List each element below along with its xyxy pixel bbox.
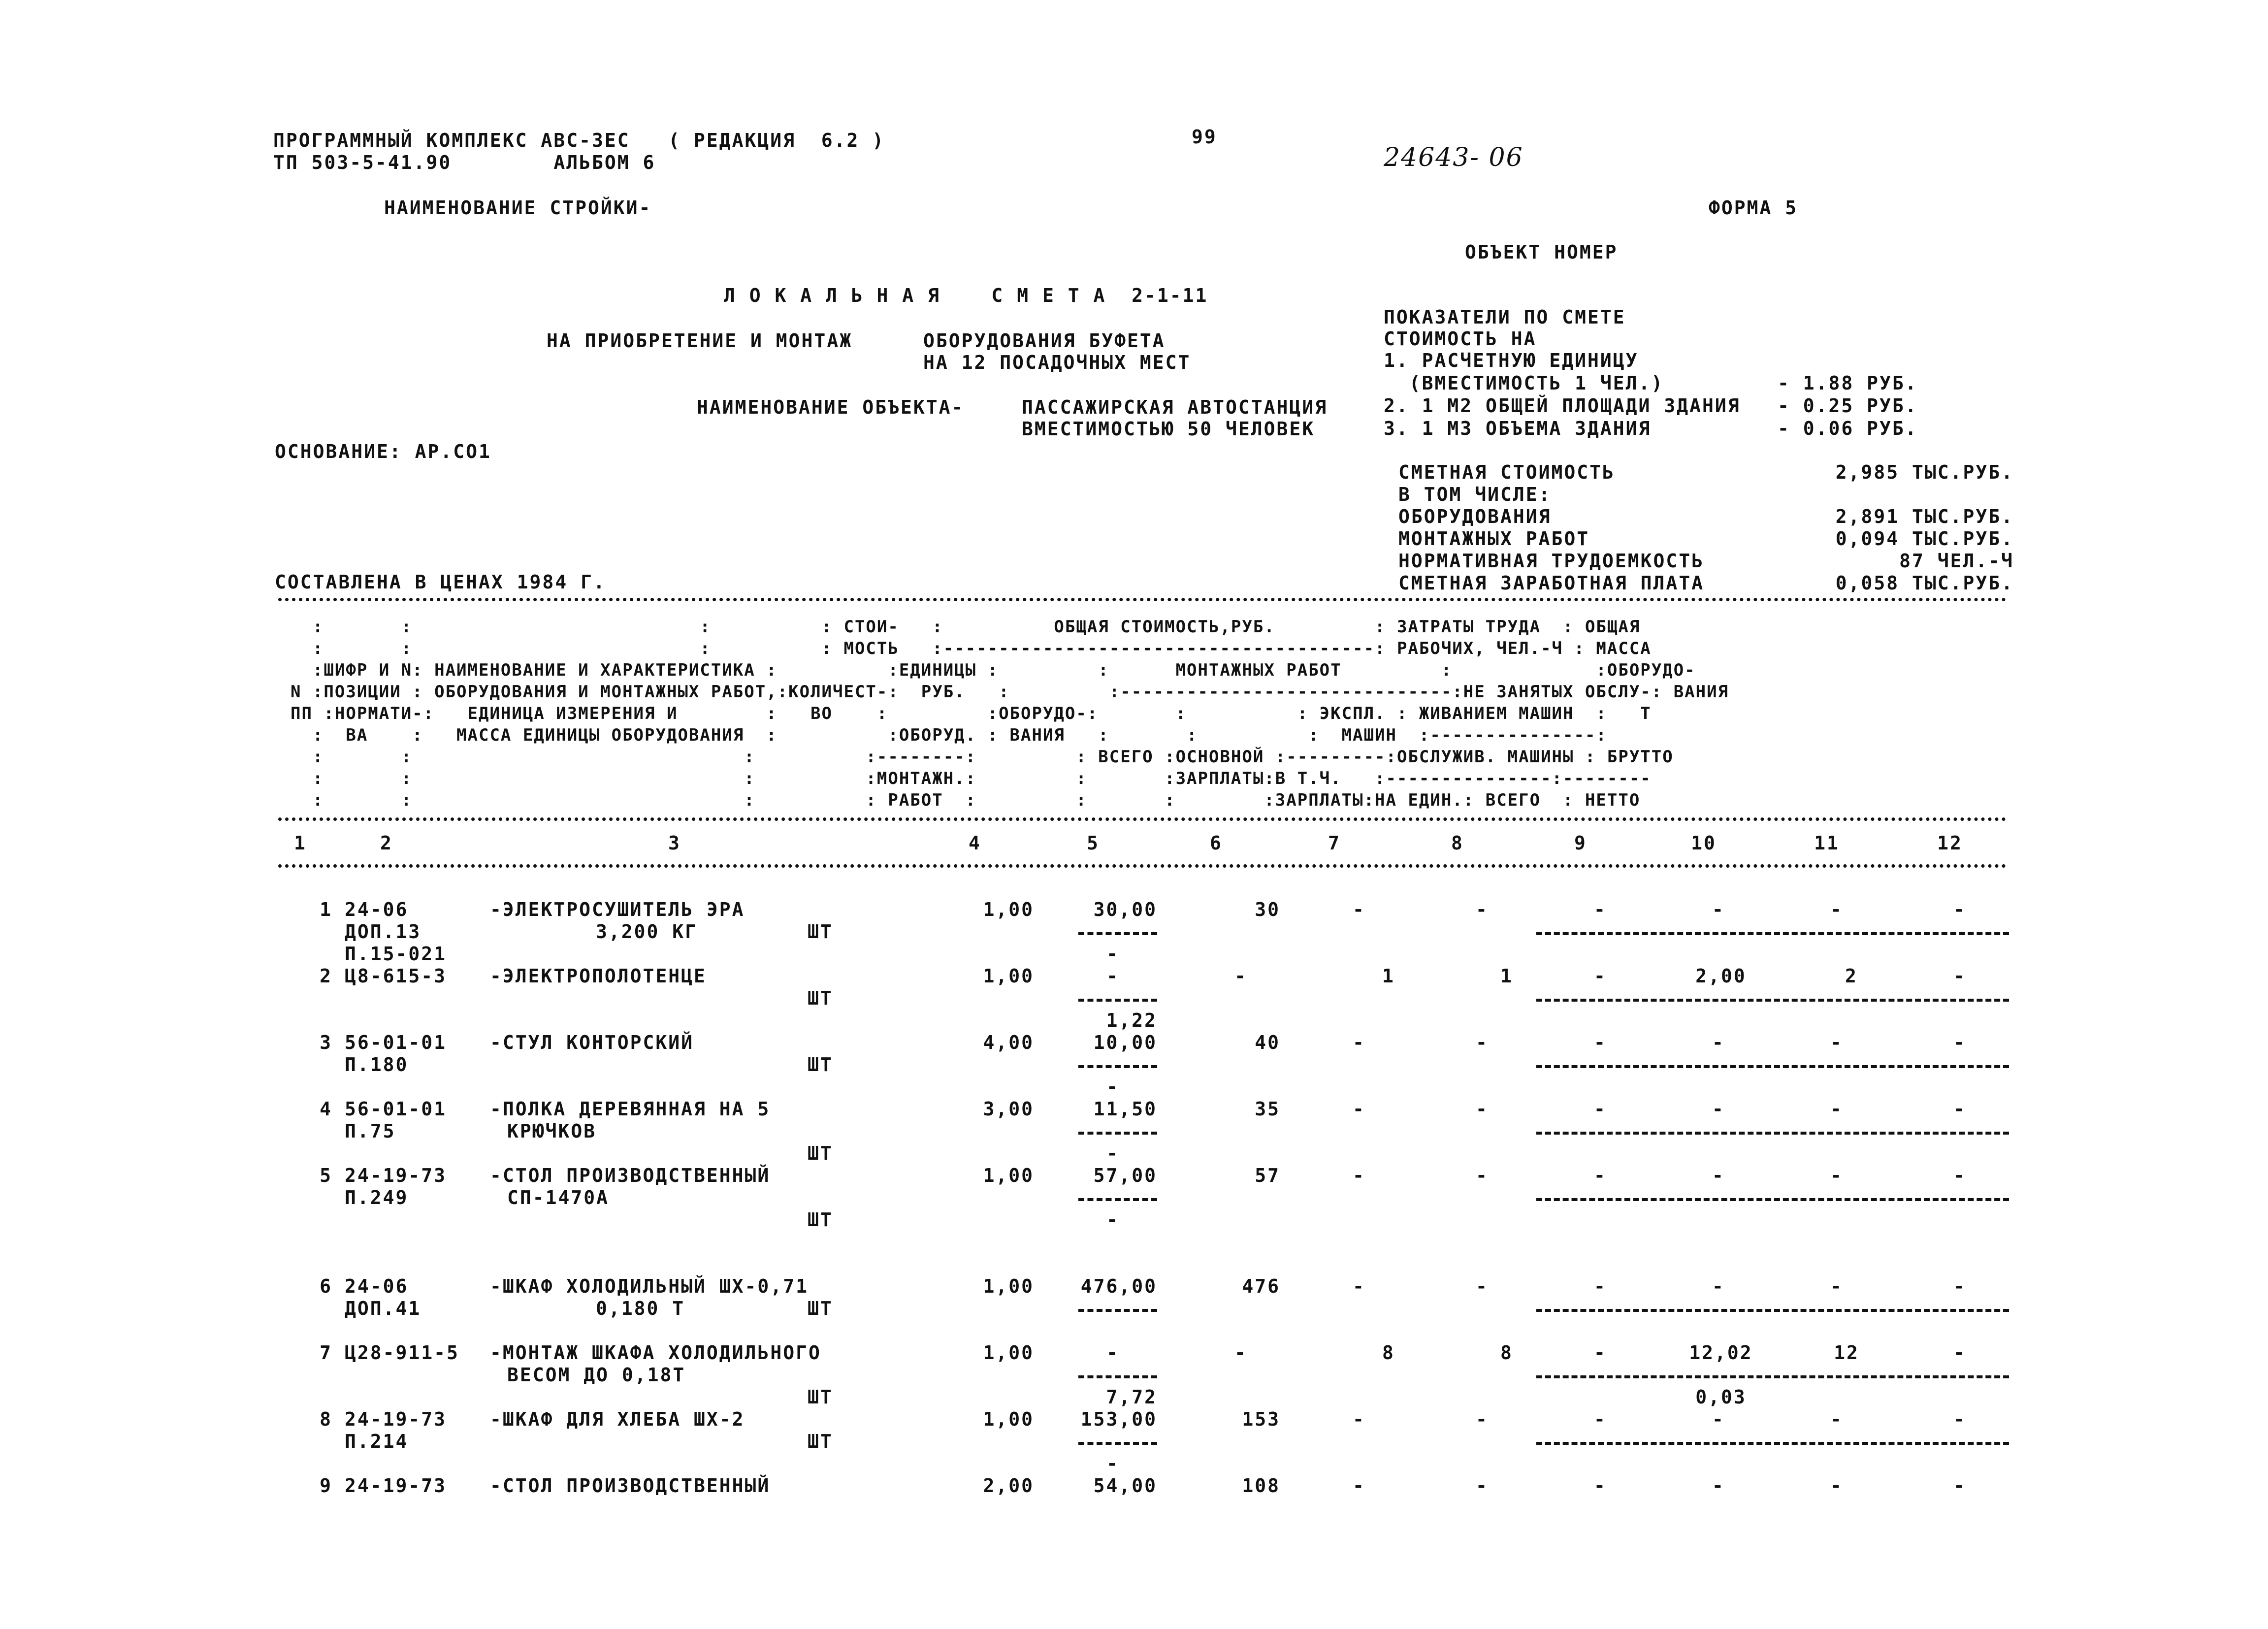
table-rule-mid (278, 817, 2007, 821)
column-number: 8 (1451, 832, 1464, 854)
row-number: 2 (320, 965, 332, 987)
row-code: 24-19-73 (345, 1408, 447, 1430)
row-install-total: 1 (1382, 965, 1395, 987)
purpose-line-2: НА 12 ПОСАДОЧНЫХ МЕСТ (923, 352, 1191, 373)
row-mass: - (1953, 965, 1966, 987)
row-unit-price: 153,00 (1080, 1408, 1157, 1430)
row-equipment-cost: - (1234, 1342, 1247, 1364)
row-name: -СТОЛ ПРОИЗВОДСТВЕННЫЙ (490, 1475, 771, 1497)
row-machine-cost: - (1594, 965, 1607, 987)
column-number: 3 (668, 832, 681, 854)
row-equipment-cost: 40 (1255, 1032, 1280, 1053)
summary-label: СМЕТНАЯ СТОИМОСТЬ (1398, 461, 1615, 483)
row-machine-cost: - (1594, 1408, 1607, 1430)
row-unit: ШТ (808, 1054, 833, 1075)
column-number: 6 (1210, 832, 1223, 854)
row-base-salary: - (1476, 1275, 1489, 1297)
row-quantity: 1,00 (983, 1275, 1034, 1297)
row-unit-price: 54,00 (1093, 1475, 1157, 1497)
row-name: ВЕСОМ ДО 0,18Т (507, 1364, 686, 1386)
object-label: НАИМЕНОВАНИЕ ОБЪЕКТА- (697, 396, 965, 418)
table-header-line: : ВА : МАССА ЕДИНИЦЫ ОБОРУДОВАНИЯ : :ОБОРУД. : ВАНИЯ : : : МАШИН :---------------: (291, 725, 1607, 745)
row-base-salary: - (1476, 1032, 1489, 1053)
row-unit: ШТ (808, 987, 833, 1009)
row-labor-unit: 12,02 (1689, 1342, 1753, 1364)
row-name: -ПОЛКА ДЕРЕВЯННАЯ НА 5 (490, 1098, 771, 1120)
row-install-total: 8 (1382, 1342, 1395, 1364)
row-install-total: - (1353, 1032, 1365, 1053)
row-labor-unit: 2,00 (1695, 965, 1747, 987)
object-line-2: ВМЕСТИМОСТЬЮ 50 ЧЕЛОВЕК (1022, 418, 1315, 440)
column-number: 11 (1814, 832, 1840, 854)
table-header-line: : : : :--------: : ВСЕГО :ОСНОВНОЙ :---------:ОБСЛУЖИВ. МАШИНЫ : БРУТТО (291, 747, 1674, 767)
form-label: ФОРМА 5 (1709, 197, 1798, 219)
summary-value: 2,985 ТЫС.РУБ. (1835, 461, 2014, 483)
row-base-salary: - (1476, 1098, 1489, 1120)
row-machine-cost: - (1594, 1475, 1607, 1497)
row-mass: - (1953, 1275, 1966, 1297)
row-unit: ШТ (808, 1431, 833, 1452)
row-code: Ц8-615-3 (345, 965, 447, 987)
row-code: 56-01-01 (345, 1098, 447, 1120)
row-number: 5 (320, 1165, 332, 1186)
row-mass: - (1953, 1165, 1966, 1186)
summary-label: МОНТАЖНЫХ РАБОТ (1398, 528, 1590, 550)
table-rule-top (278, 598, 2007, 601)
row-mass: - (1953, 1475, 1966, 1497)
row-install-total: - (1353, 1408, 1365, 1430)
row-labor-total: - (1830, 899, 1843, 920)
row-mass: - (1953, 1408, 1966, 1430)
building-name-label: НАИМЕНОВАНИЕ СТРОЙКИ- (384, 197, 652, 219)
row-labor-unit: - (1712, 1098, 1725, 1120)
row-machine-cost: - (1594, 1275, 1607, 1297)
row-base-salary: 1 (1500, 965, 1513, 987)
row-unit: ШТ (808, 921, 833, 943)
row-unit: ШТ (808, 1209, 833, 1231)
row-labor-total: - (1830, 1098, 1843, 1120)
row-base-salary: - (1476, 1475, 1489, 1497)
row-unit-price: - (1106, 1142, 1119, 1164)
row-machine-cost: - (1594, 899, 1607, 920)
basis-label: ОСНОВАНИЕ: АР.СО1 (275, 441, 491, 462)
row-name: -ШКАФ ХОЛОДИЛЬНЫЙ ШХ-0,71 (490, 1275, 809, 1297)
indicator-value: - 1.88 РУБ. (1778, 372, 1918, 394)
summary-label: ОБОРУДОВАНИЯ (1398, 506, 1552, 527)
row-unit-price: 10,00 (1093, 1032, 1157, 1053)
indicator-value: - 0.25 РУБ. (1778, 395, 1918, 417)
table-header-line: : : : : МОСТЬ :---------------------------------------: РАБОЧИХ, ЧЕЛ.-Ч : МАССА (291, 639, 1652, 658)
table-header-line: : : : : СТОИ- : ОБЩАЯ СТОИМОСТЬ,РУБ. : ЗАТРАТЫ ТРУДА : ОБЩАЯ (291, 617, 1641, 637)
row-unit-price: - (1106, 1076, 1119, 1098)
row-quantity: 4,00 (983, 1032, 1034, 1053)
table-header-line: : : : :МОНТАЖН.: : :ЗАРПЛАТЫ:В Т.Ч. :---------------:-------- (291, 769, 1652, 788)
row-code: Ц28-911-5 (345, 1342, 459, 1364)
summary-value: 0,094 ТЫС.РУБ. (1835, 528, 2014, 550)
row-name: -ЭЛЕКТРОСУШИТЕЛЬ ЭРА (490, 899, 745, 920)
project-header: ТП 503-5-41.90 АЛЬБОМ 6 (273, 152, 656, 173)
object-line-1: ПАССАЖИРСКАЯ АВТОСТАНЦИЯ (1022, 396, 1328, 418)
row-install-total: - (1353, 899, 1365, 920)
row-code: П.249 (345, 1187, 409, 1208)
row-quantity: 1,00 (983, 899, 1034, 920)
indicator-label: 3. 1 М3 ОБЪЕМА ЗДАНИЯ (1384, 418, 1652, 439)
indicators-cost-on: СТОИМОСТЬ НА (1384, 328, 1537, 350)
row-unit-price: 7,72 (1106, 1386, 1157, 1408)
row-number: 6 (320, 1275, 332, 1297)
row-install-total: - (1353, 1275, 1365, 1297)
row-number: 4 (320, 1098, 332, 1120)
row-unit-price: - (1106, 965, 1119, 987)
object-number-label: ОБЪЕКТ НОМЕР (1465, 241, 1618, 263)
row-code: П.15-021 (345, 943, 447, 965)
summary-label: НОРМАТИВНАЯ ТРУДОЕМКОСТЬ (1398, 550, 1705, 572)
row-quantity: 1,00 (983, 1165, 1034, 1186)
row-name: 3,200 КГ (596, 921, 698, 943)
program-header: ПРОГРАММНЫЙ КОМПЛЕКС АВС-3ЕС ( РЕДАКЦИЯ 6.2 ) (273, 130, 885, 151)
column-number: 9 (1574, 832, 1587, 854)
row-name: -МОНТАЖ ШКАФА ХОЛОДИЛЬНОГО (490, 1342, 821, 1364)
row-equipment-cost: 476 (1242, 1275, 1280, 1297)
row-code: П.75 (345, 1120, 396, 1142)
row-mass: - (1953, 1032, 1966, 1053)
row-labor-unit: - (1712, 1408, 1725, 1430)
row-code: П.180 (345, 1054, 409, 1075)
row-unit-price: 57,00 (1093, 1165, 1157, 1186)
row-unit-price: 1,22 (1106, 1010, 1157, 1031)
row-machine-cost: - (1594, 1165, 1607, 1186)
column-number: 1 (294, 832, 307, 854)
row-code: П.214 (345, 1431, 409, 1452)
column-number: 10 (1691, 832, 1717, 854)
row-machine-cost: - (1594, 1342, 1607, 1364)
row-unit-price: - (1106, 1453, 1119, 1474)
purpose-line-1: ОБОРУДОВАНИЯ БУФЕТА (923, 330, 1166, 352)
page-number: 99 (1192, 126, 1217, 148)
column-number: 12 (1937, 832, 1963, 854)
row-code: 24-06 (345, 899, 409, 920)
row-name: -ШКАФ ДЛЯ ХЛЕБА ШХ-2 (490, 1408, 745, 1430)
row-unit-price: 476,00 (1080, 1275, 1157, 1297)
row-labor-total: 2 (1845, 965, 1858, 987)
summary-value: 87 ЧЕЛ.-Ч (1899, 550, 2014, 572)
row-code: 24-19-73 (345, 1475, 447, 1497)
row-number: 3 (320, 1032, 332, 1053)
row-labor-total: - (1830, 1475, 1843, 1497)
row-unit: ШТ (808, 1386, 833, 1408)
row-labor-unit: - (1712, 1032, 1725, 1053)
row-base-salary: - (1476, 1165, 1489, 1186)
column-number: 5 (1087, 832, 1100, 854)
row-number: 9 (320, 1475, 332, 1497)
table-header-line: ПП :НОРМАТИ-: ЕДИНИЦА ИЗМЕРЕНИЯ И : ВО : :ОБОРУДО-: : : ЭКСПЛ. : ЖИВАНИЕМ МАШИН : Т (291, 704, 1652, 723)
purpose-prefix: НА ПРИОБРЕТЕНИЕ И МОНТАЖ (547, 330, 853, 352)
indicator-value: - 0.06 РУБ. (1778, 418, 1918, 439)
row-name: КРЮЧКОВ (507, 1120, 597, 1142)
row-name: СП-1470А (507, 1187, 610, 1208)
row-equipment-cost: 30 (1255, 899, 1280, 920)
table-header-line: :ШИФР И N: НАИМЕНОВАНИЕ И ХАРАКТЕРИСТИКА : :ЕДИНИЦЫ : : МОНТАЖНЫХ РАБОТ : :ОБОРУДО- (291, 660, 1696, 680)
row-name: -СТОЛ ПРОИЗВОДСТВЕННЫЙ (490, 1165, 771, 1186)
summary-value: 2,891 ТЫС.РУБ. (1835, 506, 2014, 527)
price-basis-label: СОСТАВЛЕНА В ЦЕНАХ 1984 Г. (275, 571, 606, 593)
row-labor-unit: - (1712, 1275, 1725, 1297)
summary-value: 0,058 ТЫС.РУБ. (1835, 572, 2014, 594)
row-number: 1 (320, 899, 332, 920)
row-quantity: 1,00 (983, 1342, 1034, 1364)
row-machine-cost: - (1594, 1098, 1607, 1120)
row-base-salary: 8 (1500, 1342, 1513, 1364)
row-number: 7 (320, 1342, 332, 1364)
row-equipment-cost: 57 (1255, 1165, 1280, 1186)
row-equipment-cost: 108 (1242, 1475, 1280, 1497)
row-code: 24-19-73 (345, 1165, 447, 1186)
row-base-salary: - (1476, 1408, 1489, 1430)
row-name: 0,180 Т (596, 1298, 685, 1319)
row-mass: - (1953, 899, 1966, 920)
row-labor-total: - (1830, 1032, 1843, 1053)
row-number: 8 (320, 1408, 332, 1430)
row-unit: ШТ (808, 1142, 833, 1164)
row-equipment-cost: 153 (1242, 1408, 1280, 1430)
row-install-total: - (1353, 1165, 1365, 1186)
document-title: Л О К А Л Ь Н А Я С М Е Т А 2-1-11 (724, 285, 1208, 306)
row-unit-price: 11,50 (1093, 1098, 1157, 1120)
row-labor-unit: - (1712, 1475, 1725, 1497)
column-number: 4 (969, 832, 981, 854)
table-header-line: N :ПОЗИЦИИ : ОБОРУДОВАНИЯ И МОНТАЖНЫХ РАБОТ,:КОЛИЧЕСТ-: РУБ. : :------------------------------:НЕ ЗАНЯТЫХ ОБСЛУ-: ВАНИЯ (291, 682, 1729, 702)
row-labor-unit: - (1712, 1165, 1725, 1186)
column-number: 7 (1328, 832, 1341, 854)
row-unit-price: - (1106, 1209, 1119, 1231)
row-labor-total: 12 (1834, 1342, 1859, 1364)
row-machine-cost: - (1594, 1032, 1607, 1053)
row-quantity: 3,00 (983, 1098, 1034, 1120)
indicator-label: (ВМЕСТИМОСТЬ 1 ЧЕЛ.) (1384, 372, 1664, 394)
row-unit-price: - (1106, 1342, 1119, 1364)
row-labor-total: - (1830, 1408, 1843, 1430)
row-quantity: 1,00 (983, 965, 1034, 987)
summary-label: СМЕТНАЯ ЗАРАБОТНАЯ ПЛАТА (1398, 572, 1705, 594)
table-rule-bottom (278, 864, 2007, 868)
row-code: ДОП.41 (345, 1298, 421, 1319)
row-unit-price: 30,00 (1093, 899, 1157, 920)
row-install-total: - (1353, 1098, 1365, 1120)
row-equipment-cost: - (1234, 965, 1247, 987)
indicator-label: 1. РАСЧЕТНУЮ ЕДИНИЦУ (1384, 350, 1639, 371)
row-name: -ЭЛЕКТРОПОЛОТЕНЦЕ (490, 965, 707, 987)
indicators-heading: ПОКАЗАТЕЛИ ПО СМЕТЕ (1384, 306, 1626, 328)
handwritten-code: 24643- 06 (1384, 143, 1523, 172)
summary-label: В ТОМ ЧИСЛЕ: (1398, 484, 1552, 505)
row-code: ДОП.13 (345, 921, 421, 943)
row-install-total: - (1353, 1475, 1365, 1497)
row-quantity: 1,00 (983, 1408, 1034, 1430)
row-equipment-cost: 35 (1255, 1098, 1280, 1120)
row-base-salary: - (1476, 899, 1489, 920)
row-name: -СТУЛ КОНТОРСКИЙ (490, 1032, 694, 1053)
row-unit-price: - (1106, 943, 1119, 965)
indicator-label: 2. 1 М2 ОБЩЕЙ ПЛОЩАДИ ЗДАНИЯ (1384, 395, 1741, 417)
row-mass: - (1953, 1098, 1966, 1120)
row-quantity: 2,00 (983, 1475, 1034, 1497)
row-labor-total: - (1830, 1275, 1843, 1297)
row-labor-total: - (1830, 1165, 1843, 1186)
row-code: 56-01-01 (345, 1032, 447, 1053)
table-header-line: : : : : РАБОТ : : : :ЗАРПЛАТЫ:НА ЕДИН.: ВСЕГО : НЕТТО (291, 790, 1641, 810)
row-labor-unit: - (1712, 899, 1725, 920)
row-unit: ШТ (808, 1298, 833, 1319)
column-number: 2 (380, 832, 393, 854)
row-mass: - (1953, 1342, 1966, 1364)
row-extra-value: 0,03 (1695, 1386, 1747, 1408)
row-code: 24-06 (345, 1275, 409, 1297)
